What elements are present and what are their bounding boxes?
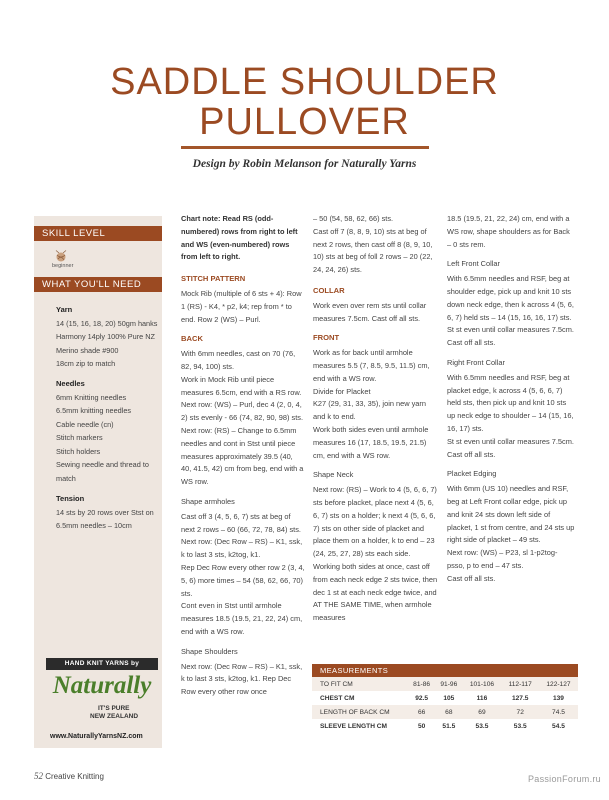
- needles-line: Stitch holders: [56, 446, 101, 456]
- armholes-text: Next row: (Dec Row – RS) – K1, ssk, k to last 3 sts, k2tog, k1.: [181, 537, 303, 560]
- yarn-line: 14 (15, 16, 18, 20) 50gm hanks: [56, 318, 158, 328]
- placket-edging-heading: Placket Edging: [447, 469, 497, 479]
- rfc-text: St st even until collar measures 7.5cm.: [447, 436, 574, 446]
- armholes-text: Cont even in Stst until armhole measures 18.5 (19.5, 21, 22, 24) cm, end with a WS row.: [181, 601, 303, 636]
- logo-bar: HAND KNIT YARNS by: [46, 658, 158, 670]
- column-1: [181, 213, 305, 706]
- logo-tagline-1: IT'S PURE: [98, 705, 130, 712]
- neck-text: Next row: (RS) – Work to 4 (5, 6, 6, 7) sts before placket, place next 4 (5, 6, 6, 7) sts on a holder; k next 4 (5, 6, 6, 7) sts on other side of placket and place them on a holder, k to end – 23 (24, 25, 27, 28) sts each side.: [313, 485, 437, 559]
- table-cell: 92.5: [415, 694, 429, 702]
- front-text: Work both sides even until armhole measures 16 (17, 18.5, 19.5, 21.5) cm, end with a WS row.: [313, 424, 429, 460]
- watermark: PassionForum.ru: [527, 774, 601, 784]
- table-row: [312, 677, 578, 691]
- tension-block: [56, 492, 160, 533]
- measurements-table: [312, 664, 578, 733]
- tension-heading: Tension: [56, 494, 85, 503]
- table-cell: 74.5: [539, 705, 578, 719]
- table-row: [312, 691, 578, 705]
- what-you-need-header: WHAT YOU'LL NEED: [34, 277, 162, 292]
- lfc-text: With 6.5mm needles and RSF, beg at shoulder edge, pick up and knit 10 sts down neck edge, then k across 4 (5, 6, 6, 7) held sts – 14 (15, 16, 16, 17) sts.: [447, 274, 574, 322]
- col2-text: – 50 (54, 58, 62, 66) sts.: [313, 214, 394, 223]
- table-cell: 127.5: [511, 694, 529, 702]
- needles-line: Sewing needle and thread to: [56, 460, 149, 469]
- rfc-text: With 6.5mm needles and RSF, beg at placket edge, k across 4 (5, 6, 6, 7) held sts, then pick up and knit 10 sts up neck edge to shoulder – 14 (15, 16, 16, 17) sts.: [447, 372, 574, 433]
- needles-line: 6mm Knitting needles: [56, 392, 127, 402]
- table-cell: 101-106: [462, 677, 501, 691]
- shape-shoulders-heading: Shape Shoulders: [181, 646, 238, 656]
- tension-line: 6.5mm needles – 10cm: [56, 521, 132, 530]
- logo-script: Naturally: [52, 672, 152, 699]
- yarn-line: 18cm zip to match: [56, 359, 116, 368]
- table-row: [312, 719, 578, 733]
- table-cell: 122-127: [539, 677, 578, 691]
- collar-heading: COLLAR: [313, 285, 345, 295]
- table-cell: 91-96: [435, 677, 462, 691]
- collar-text: Work even over rem sts until collar measures 7.5cm. Cast off all sts.: [313, 300, 427, 323]
- needles-line: 6.5mm knitting needles: [56, 406, 132, 415]
- title-rule: [181, 146, 429, 149]
- measurements-header: MEASUREMENTS: [312, 664, 578, 677]
- armholes-text: Rep Dec Row every other row 2 (3, 4, 5, 6) more times – 54 (58, 62, 66, 70) sts.: [181, 562, 305, 598]
- logo-url[interactable]: www.NaturallyYarnsNZ.com: [50, 733, 143, 740]
- neck-text: Working both sides at once, cast off from each neck edge 2 sts twice, then dec 1 st at each neck edge twice, and AT THE SAME TIME, when armhole measures: [313, 561, 438, 623]
- needles-line: Stitch markers: [56, 433, 103, 442]
- back-text: Next row: (RS) – Change to 6.5mm needles and cont in Stst until piece measures approximately 39.5 (40, 40, 41.5, 42) cm from beg, end with a WS row.: [181, 425, 304, 487]
- table-cell: 53.5: [513, 722, 527, 730]
- title-line-2: PULLOVER: [199, 101, 410, 143]
- needles-block: [56, 377, 160, 485]
- table-cell: 81-86: [408, 677, 435, 691]
- left-front-collar-heading: Left Front Collar: [447, 259, 500, 269]
- table-cell: 68: [435, 705, 462, 719]
- row-label: CHEST CM: [320, 694, 355, 702]
- yarn-block: [56, 303, 160, 371]
- page-number: 52: [34, 771, 43, 781]
- naturally-logo: [46, 658, 158, 748]
- lfc-text: St st even until collar measures 7.5cm.: [447, 325, 574, 335]
- yarn-heading: Yarn: [56, 305, 73, 314]
- front-text: Divide for Placket: [313, 386, 371, 396]
- needles-line: match: [56, 473, 76, 483]
- column-3: [447, 213, 575, 593]
- table-cell: 50: [417, 722, 426, 730]
- shape-neck-heading: Shape Neck: [313, 470, 354, 480]
- yarn-line: Harmony 14ply 100% Pure NZ: [56, 332, 155, 341]
- tension-line: 14 sts by 20 rows over Stst on: [56, 507, 154, 517]
- table-cell: 51.5: [442, 722, 456, 730]
- front-text: Work as for back until armhole measures 5.5 (7, 8.5, 9.5, 11.5) cm, end with a WS row.: [313, 348, 430, 383]
- row-label: SLEEVE LENGTH CM: [320, 722, 388, 730]
- row-label: TO FIT CM: [312, 677, 408, 691]
- needles-heading: Needles: [56, 379, 85, 388]
- yarn-line: Merino shade #900: [56, 345, 119, 355]
- table-cell: 105: [443, 694, 455, 702]
- front-heading: FRONT: [313, 333, 340, 343]
- title-line-1: SADDLE SHOULDER: [110, 61, 499, 103]
- byline: Design by Robin Melanson for Naturally Yarns: [192, 158, 417, 170]
- pe-text: Cast off all sts.: [447, 573, 496, 583]
- rfc-text: Cast off all sts.: [447, 449, 496, 459]
- table-cell: 54.5: [552, 722, 565, 730]
- table-cell: 116: [476, 694, 488, 702]
- yarn-ball-icon: [54, 250, 68, 262]
- table-row: [312, 705, 578, 719]
- page-title: [0, 62, 609, 142]
- table-cell: 139: [552, 694, 564, 702]
- page-footer: [34, 771, 104, 781]
- front-text: K27 (29, 31, 33, 35), join new yarn and k to end.: [313, 399, 426, 422]
- lfc-text: Cast off all sts.: [447, 338, 496, 348]
- col2-text: Cast off 7 (8, 8, 9, 10) sts at beg of next 2 rows, then cast off 8 (8, 9, 10, 10) sts at beg of foll 2 rows – 20 (22, 24, 24, 26) sts.: [313, 226, 433, 275]
- column-2: [313, 213, 439, 632]
- back-text: With 6mm needles, cast on 70 (76, 82, 94, 100) sts.: [181, 349, 296, 371]
- stitch-pattern-heading: STITCH PATTERN: [181, 274, 246, 284]
- right-front-collar-heading: Right Front Collar: [447, 357, 505, 367]
- pe-text: Next row: (WS) – P23, sl 1-p2tog-psso, p to end – 47 sts.: [447, 548, 558, 570]
- back-heading: BACK: [181, 334, 203, 344]
- skill-level-header: SKILL LEVEL: [34, 226, 162, 241]
- table-cell: 72: [501, 705, 538, 719]
- col3-text: 18.5 (19.5, 21, 22, 24) cm, end with a WS row, shape shoulders as for Back – 0 sts rem.: [447, 214, 570, 249]
- table-cell: 53.5: [475, 722, 489, 730]
- back-text: Next row: (WS) – Purl, dec 4 (2, 0, 4, 2) sts evenly - 66 (74, 82, 90, 98) sts.: [181, 400, 304, 423]
- skill-caption: beginner: [52, 263, 74, 269]
- pe-text: With 6mm (US 10) needles and RSF, beg at Left Front collar edge, pick up and knit 24 sts down left side of placket, 1 st from centre, and 24 sts up right side of placket – 49 sts.: [447, 484, 575, 545]
- table-cell: 69: [462, 705, 501, 719]
- shoulders-text: Next row: (Dec Row – RS) – K1, ssk, k to last 3 sts, k2tog, k1. Rep Dec Row every other row once: [181, 661, 303, 697]
- stitch-pattern-text: Mock Rib (multiple of 6 sts + 4): Row 1 (RS) - K4, * p2, k4; rep from * to end. Row 2 (WS) – Purl.: [181, 288, 302, 324]
- needles-line: Cable needle (cn): [56, 419, 114, 429]
- row-label: LENGTH OF BACK CM: [312, 705, 408, 719]
- chart-note: Chart note: Read RS (odd-numbered) rows from right to left and WS (even-numbered) rows from left to right.: [181, 214, 298, 262]
- table-cell: 112-117: [501, 677, 538, 691]
- armholes-text: Cast off 3 (4, 5, 6, 7) sts at beg of next 2 rows – 60 (66, 72, 78, 84) sts.: [181, 511, 301, 534]
- table-cell: 66: [408, 705, 435, 719]
- magazine-name: Creative Knitting: [45, 772, 104, 781]
- shape-armholes-heading: Shape armholes: [181, 496, 235, 506]
- back-text: Work in Mock Rib until piece measures 6.5cm, end with a RS row.: [181, 374, 302, 397]
- logo-tagline-2: NEW ZEALAND: [90, 713, 139, 720]
